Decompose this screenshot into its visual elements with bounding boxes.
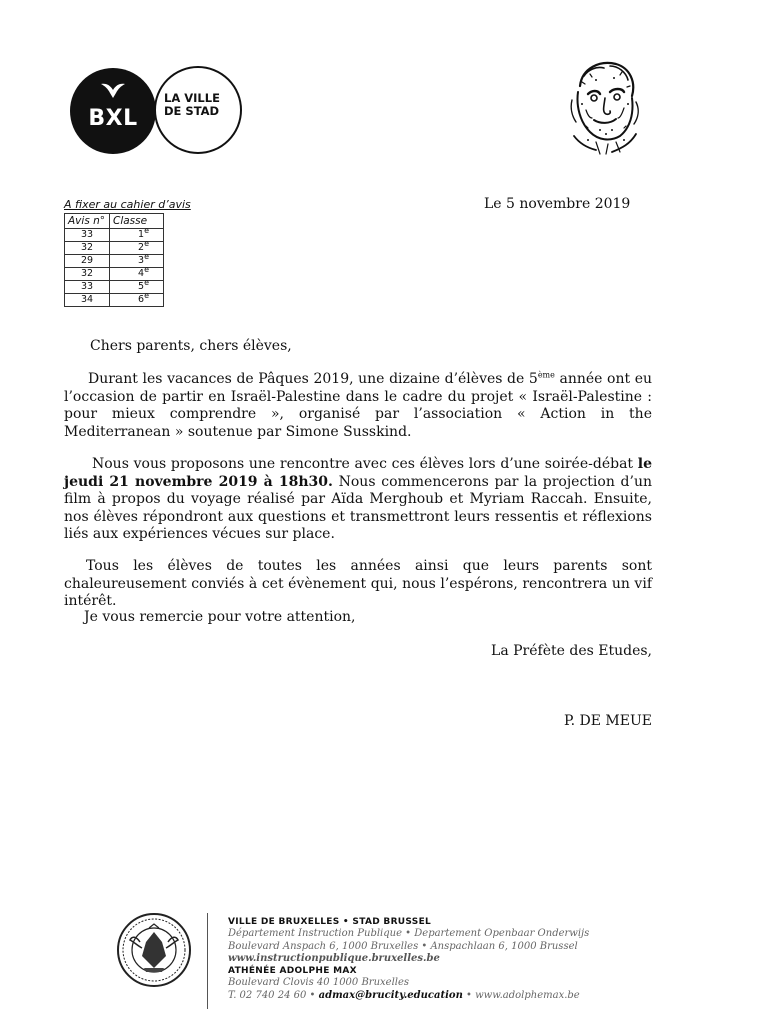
header-avis: Avis n° xyxy=(65,214,110,229)
footer-address-2: Boulevard Clovis 40 1000 Bruxelles xyxy=(228,977,410,989)
avis-cell: 32 xyxy=(65,242,110,255)
classe-cell: 3e xyxy=(110,255,164,268)
header-classe: Classe xyxy=(110,214,164,229)
classe-cell: 2e xyxy=(110,242,164,255)
avis-cell: 34 xyxy=(65,294,110,307)
footer-contact: T. 02 740 24 60 • admax@brucity.education • www.adolphemax.be xyxy=(228,989,580,1001)
footer-email[interactable]: admax@brucity.education xyxy=(318,989,463,1001)
letter-date: Le 5 novembre 2019 xyxy=(484,196,631,212)
avis-cell: 32 xyxy=(65,268,110,281)
logo-line-1: LA VILLE xyxy=(164,91,220,105)
footer-phone: T. 02 740 24 60 • xyxy=(228,989,319,1001)
event-date: le jeudi 21 novembre 2019 à 18h30. xyxy=(64,456,652,490)
footer-org: VILLE DE BRUXELLES • STAD BRUSSEL xyxy=(228,917,432,927)
logo-black-circle xyxy=(70,68,156,154)
paragraph-2: Nous vous proposons une rencontre avec ces élèves lors d’une soirée-débat le jeudi 21 novembre 2019 à 18h30. Nous commencerons par la projection d’un film à propos du voyage réalisé par Aïda Merghoub et Myriam Raccah. Ensuite, nos élèves répondront aux questions et transmettront leurs ressentis et réflexions liés aux expériences vécues sur place. xyxy=(64,456,653,542)
classe-cell: 4e xyxy=(110,268,164,281)
avis-cell: 33 xyxy=(65,229,110,242)
city-seal xyxy=(116,912,192,988)
closing: Je vous remercie pour votre attention, xyxy=(84,609,356,625)
portrait-sketch xyxy=(566,56,642,156)
greeting: Chers parents, chers élèves, xyxy=(90,338,292,354)
classe-cell: 5e xyxy=(110,281,164,294)
logo-city-name xyxy=(162,92,242,118)
avis-cell: 33 xyxy=(65,281,110,294)
classe-cell: 6e xyxy=(110,294,164,307)
signature-title: La Préfète des Etudes, xyxy=(491,643,652,659)
footer-web-1[interactable]: www.instructionpublique.bruxelles.be xyxy=(228,952,440,964)
footer xyxy=(228,916,648,1002)
footer-web-2[interactable]: www.adolphemax.be xyxy=(475,989,580,1001)
logo-line-2: DE STAD xyxy=(164,104,220,118)
paragraph-1: Durant les vacances de Pâques 2019, une dizaine d’élèves de 5ème année ont eu l’occasion de partir en Israël-Palestine dans le cadre du projet « Israël-Palestine : pour mieux comprendre », organisé par l’association « Action in the Mediterranean » soutenue par Simone Susskind. xyxy=(64,370,652,440)
footer-school: ATHÉNÉE ADOLPHE MAX xyxy=(228,966,357,977)
bxl-logo xyxy=(68,62,246,158)
footer-dept: Département Instruction Publique • Departement Openbaar Onderwijs xyxy=(228,928,590,940)
footer-address-1: Boulevard Anspach 6, 1000 Bruxelles • Anspachlaan 6, 1000 Brussel xyxy=(228,940,578,952)
bird-icon xyxy=(101,82,125,100)
classe-cell: 1e xyxy=(110,229,164,242)
footer-rule xyxy=(207,913,208,1009)
paragraph-3: Tous les élèves de toutes les années ainsi que leurs parents sont chaleureusement conviés à cet évènement qui, nous l’espérons, rencontrera un vif intérêt. xyxy=(64,558,652,609)
logo-mark: BXL xyxy=(88,106,138,131)
signature-name: P. DE MEUE xyxy=(564,713,652,729)
notice-table xyxy=(64,213,164,307)
avis-cell: 29 xyxy=(65,255,110,268)
notice-label: A fixer au cahier d’avis xyxy=(64,198,191,211)
table-row xyxy=(65,294,164,307)
